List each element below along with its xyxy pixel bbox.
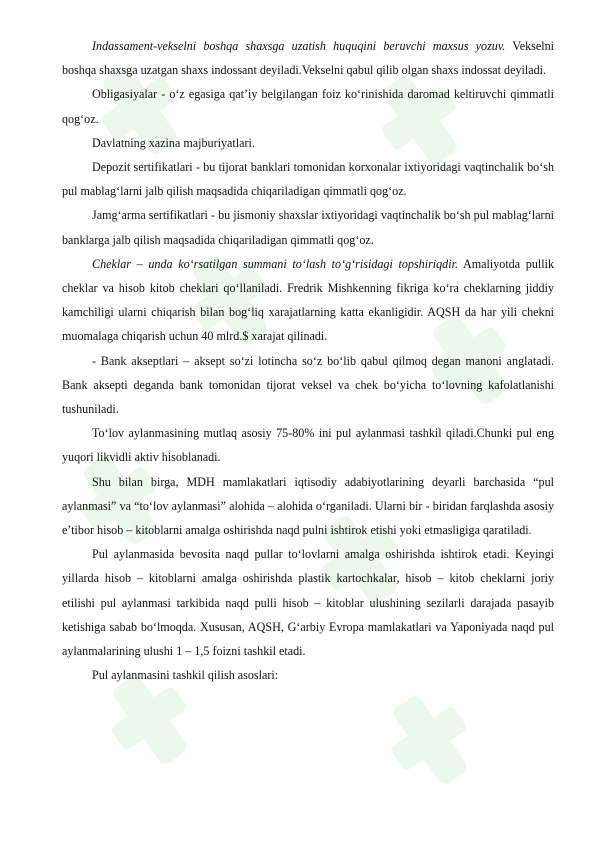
paragraph-depozit [62, 155, 554, 203]
paragraph-text: Davlatning xazina majburiyatlari. [92, 135, 255, 150]
paragraph-pul-aylanmasi [62, 542, 554, 663]
paragraph-text: Shu bilan birga, MDH mamlakatlari iqtisodiy adabiyotlarining deyarli barchasida “pul aylanmasi” va “to‘lov aylanmasi” alohida – alohida o‘rganiladi. Ularni bir - biridan farqlashda asosiy e’tibor hisob – kitoblarni amalga oshirishda naqd pulni ishtirok etishi yoki etmasligiga qaratiladi. [62, 474, 554, 538]
document-body [62, 34, 554, 687]
paragraph-text: To‘lov aylanmasining mutlaq asosiy 75-80% ini pul aylanmasi tashkil qiladi.Chunki pul eng yuqori likvidli aktiv hisoblanadi. [62, 426, 554, 465]
paragraph-tolov-aylanmasi [62, 421, 554, 469]
paragraph-jamgarma [62, 203, 554, 251]
paragraph-text: Obligasiyalar - o‘z egasiga qat’iy belgilangan foiz ko‘rinishida daromad keltiruvchi qimmatli qog‘oz. [62, 87, 554, 126]
paragraph-asoslari [62, 663, 554, 687]
paragraph-lead: Cheklar – unda ko‘rsatilgan summani to‘lash to‘g‘risidagi topshiriqdir. [92, 256, 458, 271]
paragraph-xazina [62, 131, 554, 155]
paragraph-text: Pul aylanmasida bevosita naqd pullar to‘lovlarni amalga oshirishda ishtirok etadi. Keyingi yillarda hisob – kitoblarni amalga oshirishda plastik kartochkalar, hisob – kitob cheklarni joriy etilishi pul aylanmasi tarkibida naqd pulli hisob – kitoblar ulushining sezilarli darajada pasayib ketishiga sabab bo‘lmoqda. Xususan, AQSH, G‘arbiy Evropa mamlakatlari va Yaponiyada naqd pul aylanmalarining ulushi 1 – 1,5 foizni tashkil etadi. [62, 547, 554, 659]
paragraph-text: - Bank akseptlari – aksept so‘zi lotincha so‘z bo‘lib qabul qilmoq degan manoni anglatadi. Bank aksepti deganda bank tomonidan tijorat veksel va chek bo‘yicha to‘lovning kafolatlanishi tushuniladi. [62, 353, 554, 417]
paragraph-cheklar [62, 252, 554, 349]
paragraph-lead: Indassament-vekselni boshqa shaxsga uzatish huquqini beruvchi maxsus yozuv. [92, 39, 506, 53]
paragraph-obligatsiyalar [62, 82, 554, 130]
paragraph-mdh [62, 470, 554, 543]
paragraph-bank-akseptlari [62, 349, 554, 422]
paragraph-text: Depozit sertifikatlari - bu tijorat banklari tomonidan korxonalar ixtiyoridagi vaqtinchalik bo‘sh pul mablag‘larni jalb qilish maqsadida chiqariladigan qimmatli qog‘oz. [62, 160, 554, 199]
paragraph-text: Pul aylanmasini tashkil qilish asoslari: [92, 668, 279, 683]
watermark-logo [372, 681, 487, 800]
paragraph-text: Jamg‘arma sertifikatlari - bu jismoniy shaxslar ixtiyoridagi vaqtinchalik bo‘sh pul mablag‘larni banklarga jalb qilish maqsadida chiqariladigan qimmatli qog‘oz. [62, 208, 554, 247]
paragraph-indossament [62, 34, 554, 82]
paragraph-text: Vekselni boshqa shaxsga uzatgan shaxs indossant deyiladi.Vekselni qabul qilib olgan shaxs indossat deyiladi. [62, 39, 554, 78]
paragraph-text: Amaliyotda pullik cheklar va hisob kitob cheklari qo‘llaniladi. Fredrik Mishkenning fikriga ko‘ra cheklarning jiddiy kamchiligi ularni chiqarish bilan bog‘liq xarajatlarning katta ekanligidir. AQSH da har yili chekni muomalaga chiqarish uchun 40 mlrd.$ xarajat qilinadi. [62, 256, 554, 344]
